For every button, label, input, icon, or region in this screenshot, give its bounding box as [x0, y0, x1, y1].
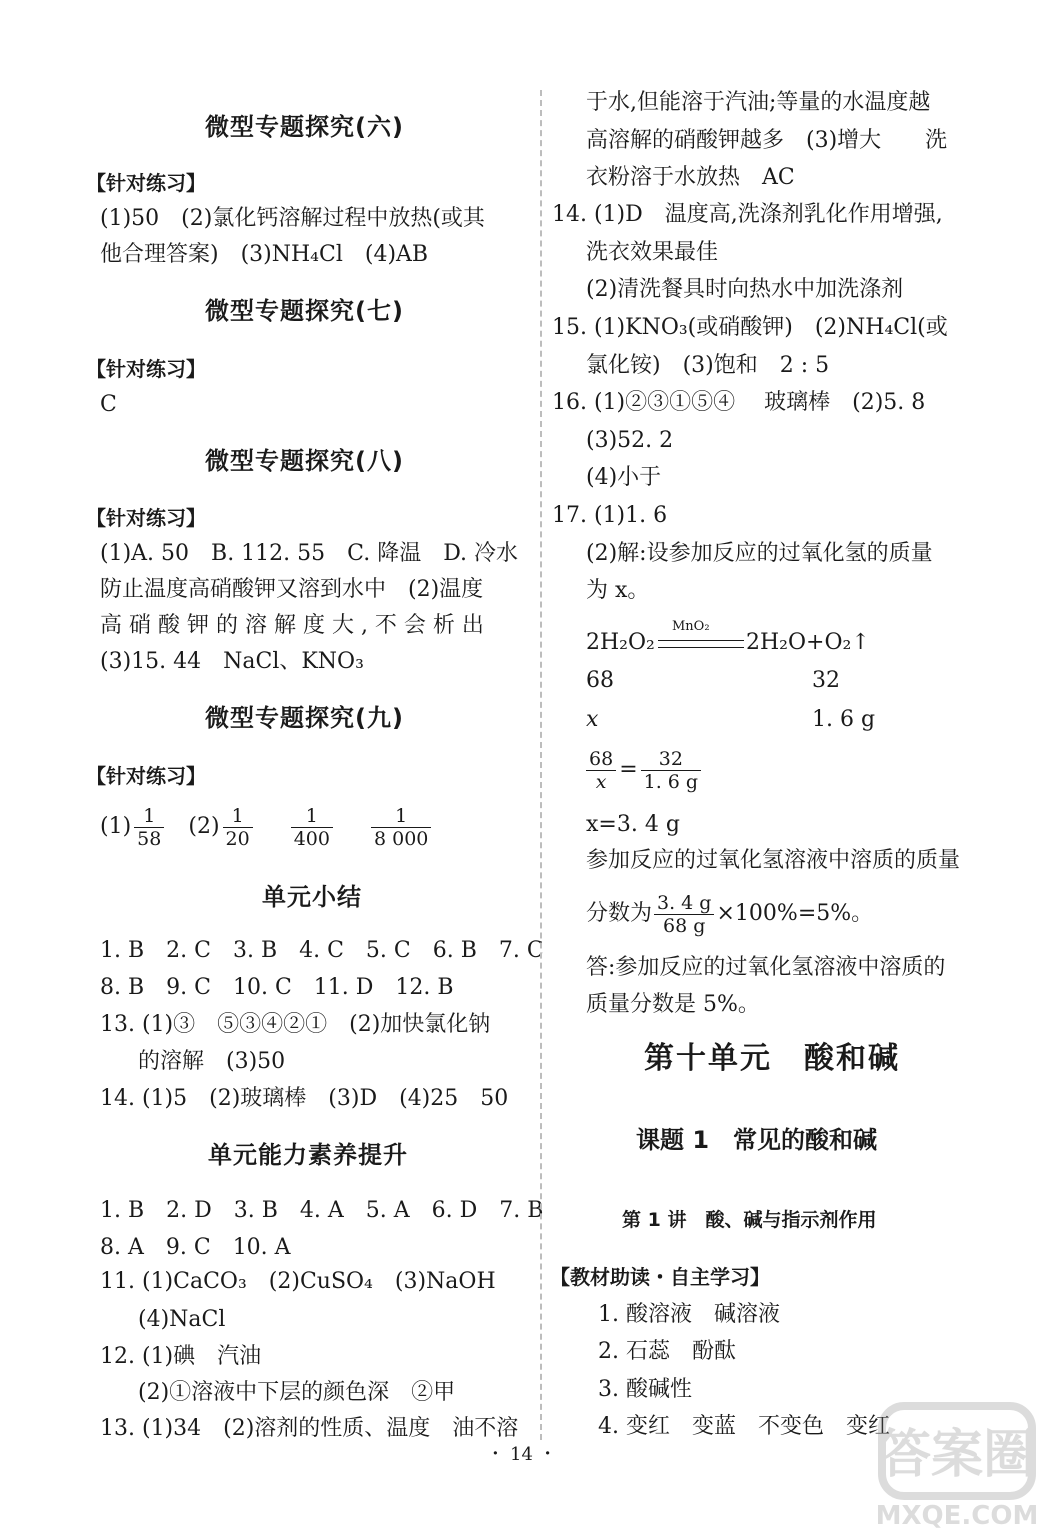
- fraction: $\frac{1}{58}$: [134, 805, 164, 850]
- equals-sign: =: [619, 757, 638, 782]
- section-title-8: 微型专题探究(八): [205, 447, 404, 475]
- answer-line: 高 硝 酸 钾 的 溶 解 度 大 , 不 会 析 出: [100, 613, 484, 638]
- answer-line: 1. B 2. C 3. B 4. C 5. C 6. B 7. C: [100, 938, 544, 963]
- watermark-logo: [842, 1398, 1042, 1536]
- answer-line: 13. (1)34 (2)溶剂的性质、温度 油不溶: [100, 1416, 519, 1441]
- study-label: 【教材助读・自主学习】: [550, 1265, 770, 1289]
- ratio-equation: [586, 742, 704, 798]
- answer-line: (1)A. 50 B. 112. 55 C. 降温 D. 冷水: [100, 541, 519, 566]
- answer-line: 高溶解的硝酸钾越多 (3)增大 洗: [586, 128, 948, 153]
- answer-line: 13. (1)③ ⑤③④②① (2)加快氯化钠: [100, 1012, 491, 1037]
- practice-label-8: 【针对练习】: [86, 506, 206, 530]
- answer-line: 12. (1)碘 汽油: [100, 1344, 262, 1369]
- answer-line: 他合理答案) (3)NH₄Cl (4)AB: [100, 242, 429, 267]
- fraction: $\frac{3. 4 g}{68 g}$: [654, 892, 714, 937]
- answer-line: (3)15. 44 NaCl、KNO₃: [100, 649, 364, 674]
- answer-line: (2)解:设参加反应的过氧化氢的质量: [586, 541, 933, 566]
- practice-label-6: 【针对练习】: [86, 171, 206, 195]
- equation-sign: [658, 640, 744, 648]
- equation-left: 2H₂O₂: [586, 630, 655, 655]
- answer-line: 为 x。: [586, 578, 650, 603]
- answer-line: (4)NaCl: [138, 1307, 226, 1332]
- mass-fraction-line: [586, 886, 873, 942]
- answer-line: (3)52. 2: [586, 428, 674, 453]
- answer-part: ×100%=5%。: [716, 901, 874, 926]
- answer-line: 8. B 9. C 10. C 11. D 12. B: [100, 975, 454, 1000]
- answer-line: (2)清洗餐具时向热水中加洗涤剂: [586, 277, 904, 302]
- answer-line: 15. (1)KNO₃(或硝酸钾) (2)NH₄Cl(或: [552, 315, 948, 340]
- result-line: x=3. 4 g: [586, 812, 680, 837]
- answer-line: (1)50 (2)氯化钙溶解过程中放热(或其: [100, 206, 485, 231]
- answer-part: (1): [100, 814, 132, 839]
- answer-line: 洗衣效果最佳: [586, 240, 719, 265]
- answer-line: (4)小于: [586, 465, 662, 490]
- fraction: $\frac{1}{20}$: [223, 805, 253, 850]
- answer-line: 于水,但能溶于汽油;等量的水温度越: [586, 90, 931, 115]
- watermark-url: MXQE.COM: [875, 1501, 1039, 1531]
- answer-line: 的溶解 (3)50: [138, 1049, 286, 1074]
- answer-line: 14. (1)5 (2)玻璃棒 (3)D (4)25 50: [100, 1086, 509, 1111]
- answer-line: 11. (1)CaCO₃ (2)CuSO₄ (3)NaOH: [100, 1269, 496, 1294]
- answer-line: (2)①溶液中下层的颜色深 ②甲: [138, 1380, 456, 1405]
- answer-line: 17. (1)1. 6: [552, 503, 668, 528]
- ability-title: 单元能力素养提升: [208, 1141, 408, 1169]
- answer-line: 2. 石蕊 酚酞: [598, 1339, 736, 1364]
- answer-line: 1. B 2. D 3. B 4. A 5. A 6. D 7. B: [100, 1198, 544, 1223]
- answer-line: 参加反应的过氧化氢溶液中溶质的质量: [586, 848, 961, 873]
- answer-line: 14. (1)D 温度高,洗涤剂乳化作用增强,: [552, 202, 943, 227]
- section-title-6: 微型专题探究(六): [205, 113, 404, 141]
- watermark-text: 答案圈: [878, 1425, 1036, 1485]
- section-title-7: 微型专题探究(七): [205, 297, 404, 325]
- catalyst-label: MnO₂: [672, 619, 710, 634]
- section-title-9: 微型专题探究(九): [205, 704, 404, 732]
- answer-part: 分数为: [586, 901, 653, 926]
- answer-line: 16. (1)②③①⑤④ 玻璃棒 (2)5. 8: [552, 390, 926, 415]
- answer-line: 衣粉溶于水放热 AC: [586, 165, 795, 190]
- equation-right: 2H₂O+O₂↑: [746, 630, 870, 655]
- answer-line: 氯化铵) (3)饱和 2 : 5: [586, 353, 830, 378]
- right-column: [540, 0, 1043, 1536]
- unknown-mass: x: [586, 707, 599, 732]
- known-mass: 1. 6 g: [812, 707, 876, 732]
- lecture-title: 第 1 讲 酸、碱与指示剂作用: [622, 1209, 877, 1231]
- answer-line: 防止温度高硝酸钾又溶到水中 (2)温度: [100, 577, 484, 602]
- practice-label-9: 【针对练习】: [86, 764, 206, 788]
- answer-line: 答:参加反应的过氧化氢溶液中溶质的: [586, 955, 946, 980]
- answer-line: 质量分数是 5%。: [586, 992, 760, 1017]
- lesson-title: 课题 1 常见的酸和碱: [636, 1126, 878, 1154]
- answer-line: 1. 酸溶液 碱溶液: [598, 1302, 780, 1327]
- answer-line: C: [100, 392, 117, 417]
- answer-line: 8. A 9. C 10. A: [100, 1235, 291, 1260]
- molar-mass: 32: [812, 668, 840, 693]
- fraction: $\frac{1}{8 000}$: [371, 805, 431, 850]
- fraction: $\frac{68}{x}$: [586, 748, 616, 793]
- fraction: $\frac{1}{400}$: [291, 805, 333, 850]
- fraction: $\frac{32}{1. 6 g}$: [641, 748, 701, 793]
- answer-part: (2): [188, 814, 220, 839]
- page-number: ・ 14 ・: [486, 1444, 557, 1465]
- fraction-answers: [100, 801, 434, 853]
- molar-mass: 68: [586, 668, 614, 693]
- answer-line: 4. 变红 变蓝 不变色 变红: [598, 1414, 890, 1439]
- practice-label-7: 【针对练习】: [86, 357, 206, 381]
- unit-summary-title: 单元小结: [262, 883, 362, 911]
- answer-line: 3. 酸碱性: [598, 1377, 692, 1402]
- chapter-title: 第十单元 酸和碱: [644, 1041, 900, 1076]
